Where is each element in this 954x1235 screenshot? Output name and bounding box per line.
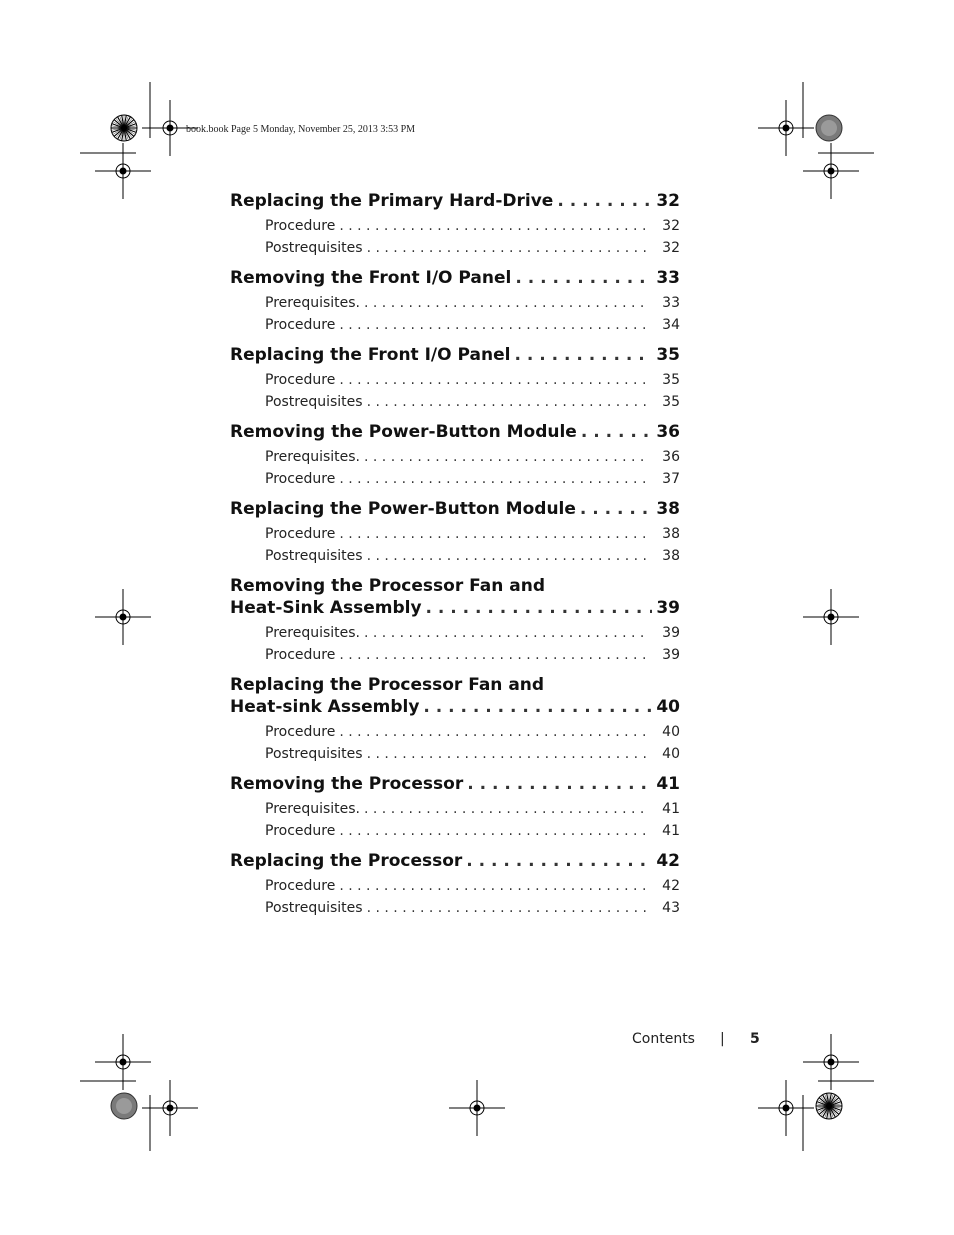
dot-leader — [580, 498, 652, 520]
toc-entry-row — [230, 498, 680, 520]
toc-subentry — [230, 314, 680, 336]
toc-entry-heading — [230, 773, 680, 795]
dot-leader — [367, 897, 648, 919]
registration-mark — [449, 1080, 505, 1136]
toc-entry-title: Removing the Processor — [230, 774, 464, 794]
dot-leader — [364, 292, 648, 314]
registration-mark — [758, 1080, 814, 1136]
toc-subentry-page: 41 — [652, 820, 680, 842]
toc-subentry-page: 36 — [652, 446, 680, 468]
toc-subentries — [230, 875, 680, 919]
toc-subentry-page: 32 — [652, 237, 680, 259]
dot-leader — [426, 597, 653, 619]
toc-subentry-page: 38 — [652, 545, 680, 567]
dot-leader — [515, 267, 652, 289]
toc-entry-heading — [230, 267, 680, 289]
toc-entry-page: 40 — [656, 697, 680, 717]
dot-leader — [339, 875, 648, 897]
toc-entry — [230, 850, 680, 919]
toc-entry-heading — [230, 575, 680, 619]
toc-subentries — [230, 446, 680, 490]
toc-entry-heading — [230, 498, 680, 520]
toc-entry-page: 35 — [656, 345, 680, 365]
toc-subentry — [230, 237, 680, 259]
toc-subentry — [230, 468, 680, 490]
toc-entry-title-line: Removing the Processor Fan and — [230, 576, 545, 596]
toc-subentry — [230, 622, 680, 644]
dot-leader — [339, 314, 648, 336]
registration-mark — [803, 589, 859, 645]
toc-subentry-label: Procedure — [265, 369, 335, 391]
toc-entry — [230, 421, 680, 490]
dot-leader — [364, 446, 648, 468]
toc-entry-row — [230, 421, 680, 443]
dot-leader — [339, 468, 648, 490]
registration-mark — [803, 143, 859, 199]
dot-leader — [339, 644, 648, 666]
toc-subentry-label: Prerequisites. — [265, 622, 360, 644]
toc-subentry-label: Procedure — [265, 523, 335, 545]
dot-leader — [339, 523, 648, 545]
toc-entry-page: 36 — [656, 422, 680, 442]
toc-entry-page: 38 — [656, 499, 680, 519]
toc-entry-row — [230, 696, 680, 718]
toc-subentry — [230, 391, 680, 413]
dot-leader — [466, 850, 652, 872]
toc-entry-title-line: Replacing the Processor Fan and — [230, 675, 545, 695]
toc-subentries — [230, 369, 680, 413]
toc-subentry-label: Prerequisites. — [265, 798, 360, 820]
toc-entry-title: Replacing the Processor — [230, 851, 463, 871]
toc-entry-title: Heat-sink Assembly — [230, 697, 420, 717]
toc-subentry-label: Procedure — [265, 314, 335, 336]
toc-entry-row — [230, 773, 680, 795]
toc-subentry — [230, 292, 680, 314]
toc-subentry-label: Postrequisites — [265, 545, 363, 567]
toc-subentry — [230, 820, 680, 842]
toc-subentry-page: 39 — [652, 644, 680, 666]
toc-entry-page: 39 — [656, 598, 680, 618]
registration-mark — [95, 143, 151, 199]
toc-subentries — [230, 292, 680, 336]
dot-leader — [364, 622, 648, 644]
dot-leader — [367, 743, 648, 765]
toc-subentry-page: 43 — [652, 897, 680, 919]
toc-subentry — [230, 875, 680, 897]
toc-subentry-label: Postrequisites — [265, 897, 363, 919]
toc-entry-title: Replacing the Front I/O Panel — [230, 345, 511, 365]
toc-subentry-page: 40 — [652, 721, 680, 743]
toc-entry — [230, 674, 680, 765]
toc-entry-heading — [230, 190, 680, 212]
toc-subentry-label: Prerequisites. — [265, 292, 360, 314]
toc-subentries — [230, 215, 680, 259]
starburst-mark — [816, 1093, 842, 1119]
dot-leader — [339, 369, 648, 391]
dot-leader — [557, 190, 652, 212]
table-of-contents — [230, 190, 680, 919]
toc-subentry-label: Procedure — [265, 875, 335, 897]
dot-leader — [339, 215, 648, 237]
toc-entry — [230, 498, 680, 567]
toc-subentry-page: 32 — [652, 215, 680, 237]
page-footer — [632, 1031, 760, 1047]
dot-leader — [423, 696, 652, 718]
toc-subentry — [230, 215, 680, 237]
toc-subentry-page: 40 — [652, 743, 680, 765]
toc-entry-heading — [230, 674, 680, 718]
toc-entry-title: Heat-Sink Assembly — [230, 598, 422, 618]
toc-subentry-label: Procedure — [265, 215, 335, 237]
toc-entry-page: 33 — [656, 268, 680, 288]
page-number: 5 — [750, 1031, 760, 1047]
gray-target-mark — [816, 115, 842, 141]
toc-entry-page: 42 — [656, 851, 680, 871]
toc-entry-row — [230, 850, 680, 872]
toc-subentries — [230, 798, 680, 842]
toc-entry-page: 41 — [656, 774, 680, 794]
toc-subentry — [230, 897, 680, 919]
toc-entry-title: Replacing the Power-Button Module — [230, 499, 576, 519]
toc-subentry-label: Procedure — [265, 721, 335, 743]
toc-entry-row — [230, 190, 680, 212]
toc-entry-heading — [230, 421, 680, 443]
toc-entry — [230, 344, 680, 413]
gray-target-mark — [111, 1093, 137, 1119]
toc-subentry-page: 41 — [652, 798, 680, 820]
toc-subentry-label: Prerequisites. — [265, 446, 360, 468]
toc-subentry — [230, 369, 680, 391]
dot-leader — [339, 721, 648, 743]
footer-section: Contents — [632, 1031, 695, 1047]
registration-mark — [95, 1034, 151, 1090]
toc-subentry-label: Procedure — [265, 644, 335, 666]
toc-subentry — [230, 721, 680, 743]
toc-subentry-page: 33 — [652, 292, 680, 314]
toc-entry-heading — [230, 850, 680, 872]
print-slug: book.book Page 5 Monday, November 25, 2013 3:53 PM — [186, 124, 416, 135]
toc-entry-row — [230, 267, 680, 289]
toc-subentry-page: 35 — [652, 391, 680, 413]
dot-leader — [581, 421, 652, 443]
toc-subentry-label: Postrequisites — [265, 237, 363, 259]
toc-subentries — [230, 622, 680, 666]
toc-entry-title: Replacing the Primary Hard-Drive — [230, 191, 554, 211]
dot-leader — [364, 798, 648, 820]
toc-subentry — [230, 798, 680, 820]
toc-subentries — [230, 523, 680, 567]
starburst-mark — [111, 115, 137, 141]
toc-entry — [230, 190, 680, 259]
dot-leader — [367, 391, 648, 413]
dot-leader — [339, 820, 648, 842]
registration-mark — [758, 100, 814, 156]
toc-subentry-label: Postrequisites — [265, 743, 363, 765]
toc-subentry — [230, 446, 680, 468]
dot-leader — [367, 545, 648, 567]
toc-entry-page: 32 — [656, 191, 680, 211]
toc-subentry-page: 37 — [652, 468, 680, 490]
toc-entry-title: Removing the Power-Button Module — [230, 422, 577, 442]
registration-mark — [95, 589, 151, 645]
toc-entry-heading — [230, 344, 680, 366]
footer-separator: | — [720, 1031, 725, 1047]
toc-subentry — [230, 743, 680, 765]
dot-leader — [367, 237, 648, 259]
toc-subentries — [230, 721, 680, 765]
toc-subentry — [230, 523, 680, 545]
toc-entry-row — [230, 344, 680, 366]
toc-subentry-label: Procedure — [265, 820, 335, 842]
toc-subentry — [230, 644, 680, 666]
toc-subentry-page: 39 — [652, 622, 680, 644]
toc-subentry-label: Procedure — [265, 468, 335, 490]
toc-entry — [230, 267, 680, 336]
dot-leader — [467, 773, 652, 795]
toc-subentry-page: 38 — [652, 523, 680, 545]
toc-entry — [230, 773, 680, 842]
toc-entry-row — [230, 597, 680, 619]
toc-subentry-page: 42 — [652, 875, 680, 897]
registration-mark — [803, 1034, 859, 1090]
toc-subentry — [230, 545, 680, 567]
toc-entry — [230, 575, 680, 666]
toc-subentry-page: 34 — [652, 314, 680, 336]
toc-subentry-page: 35 — [652, 369, 680, 391]
toc-entry-title: Removing the Front I/O Panel — [230, 268, 512, 288]
dot-leader — [514, 344, 652, 366]
toc-subentry-label: Postrequisites — [265, 391, 363, 413]
